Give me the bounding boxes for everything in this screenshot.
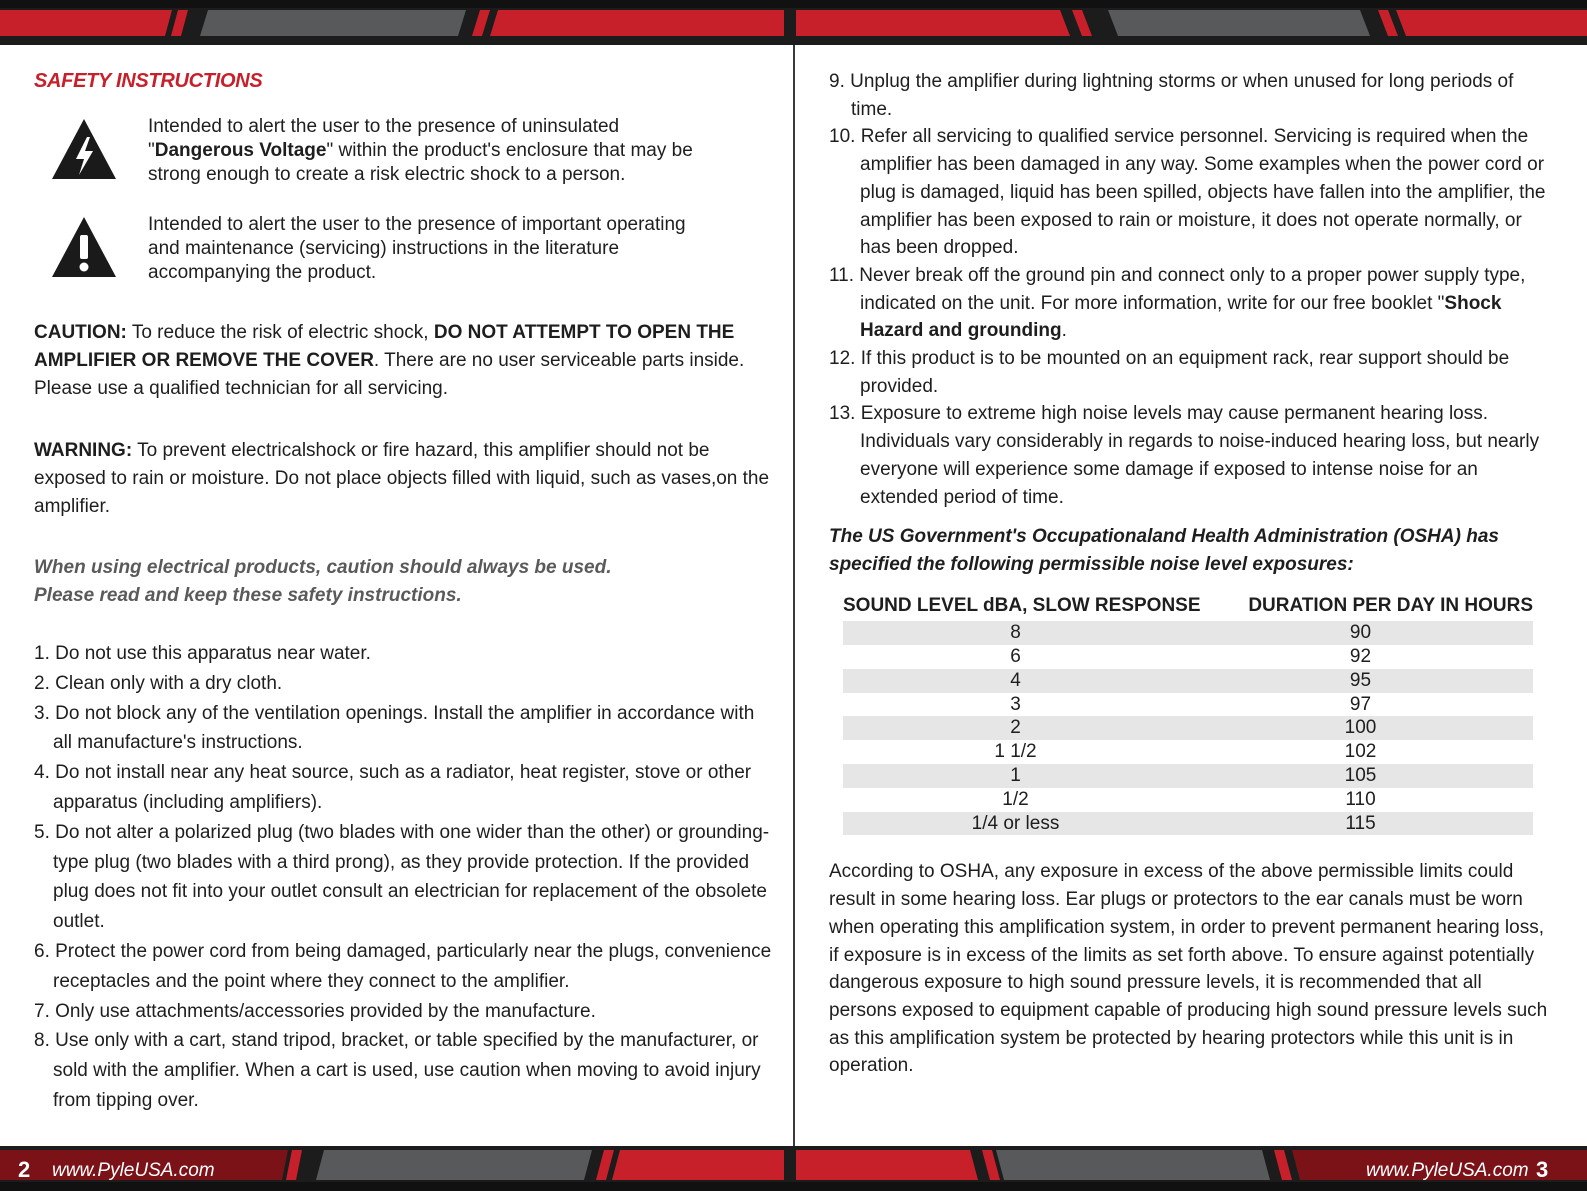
footer-band-graphic [0, 1146, 1587, 1191]
list-item: 2. Clean only with a dry cloth. [34, 672, 283, 694]
section-title: SAFETY INSTRUCTIONS [34, 70, 263, 92]
table-row: 1/4 or less 115 [843, 812, 1533, 836]
list-item: 7. Only use attachments/accessories provided by the manufacture. [34, 1000, 596, 1022]
left-footer-url[interactable]: www.PyleUSA.com [52, 1160, 215, 1181]
list-item: 13. Exposure to extreme high noise levels may cause permanent hearing loss. Individuals vary considerably in regards to noise-induced hearing loss, but nearly everyone will experience some damage if exposed to intense noise for an extended period of time. [829, 403, 1540, 508]
page-divider [793, 45, 795, 1146]
exclamation-warning-icon [49, 213, 119, 283]
right-footer-url[interactable]: www.PyleUSA.com [1366, 1160, 1529, 1181]
left-page-number: 2 [18, 1157, 31, 1182]
caution-label: CAUTION: [34, 322, 127, 343]
list-item: 12. If this product is to be mounted on an equipment rack, rear support should be provided. [829, 348, 1510, 397]
warning-paragraph: WARNING: To prevent electricalshock or fire hazard, this amplifier should not be exposed to rain or moisture. Do not place objects filled with liquid, such as vases,on the amplifier. [34, 440, 770, 517]
table-row: 8 90 [843, 621, 1533, 645]
osha-paragraph: According to OSHA, any exposure in excess of the above permissible limits could result in some hearing loss. Ear plugs or protectors to the ear canals must be worn when operating this amplification system, in order to prevent permanent hearing loss, if exposure is in excess of the limits as set forth above. To ensure against potentially dangerous exposure to high sound pressure levels, it is recommended that all persons exposed to equipment capable of producing high sound pressure levels such as this amplification system be protected by hearing protectors while this unit is in operation. [829, 861, 1548, 1077]
lightning-warning-icon [49, 115, 119, 185]
right-page-number: 3 [1536, 1157, 1549, 1182]
caution-paragraph: CAUTION: To reduce the risk of electric shock, DO NOT ATTEMPT TO OPEN THE AMPLIFIER OR REMOVE THE COVER. There are no user serviceable parts inside. Please use a qualified technician for all servicing. [34, 322, 745, 399]
header-band [0, 0, 1587, 45]
table-row: 3 97 [1010, 693, 1372, 715]
warning-label: WARNING: [34, 440, 133, 461]
table-row: 6 92 [1010, 645, 1372, 667]
column-header-sound-level: SOUND LEVEL dBA, SLOW RESPONSE [843, 595, 1201, 617]
list-item: 9. Unplug the amplifier during lightning storms or when unused for long periods of time. [829, 71, 1514, 120]
right-page [829, 60, 1554, 1080]
header-band-graphic [0, 0, 1587, 45]
table-header [843, 591, 1533, 621]
table-row: 1 105 [843, 764, 1533, 788]
list-item: 3. Do not block any of the ventilation openings. Install the amplifier in accordance with all manufacture's instructions. [34, 702, 755, 754]
maintenance-alert [34, 213, 774, 285]
table-row: 4 95 [843, 669, 1533, 693]
list-item: 6. Protect the power cord from being damaged, particularly near the plugs, convenience receptacles and the point where they connect to the amplifier. [34, 940, 772, 992]
maintenance-text: Intended to alert the user to the presence of important operating and maintenance (servicing) instructions in the literature accompanying the product. [148, 214, 686, 283]
safety-note: When using electrical products, caution should always be used. Please read and keep these safety instructions. [34, 557, 612, 606]
list-item: 10. Refer all servicing to qualified service personnel. Servicing is required when the amplifier has been damaged in any way. Some examples when the power cord or plug is damaged, liquid has been spilled, objects have fallen into the amplifier, the amplifier has been exposed to rain or moisture, it does not operate normally, or has been dropped. [829, 126, 1546, 259]
footer-band [0, 1146, 1587, 1191]
noise-exposure-table [843, 591, 1533, 835]
table-row: 2 100 [843, 716, 1533, 740]
osha-intro: The US Government's Occupationaland Health Administration (OSHA) has specified the following permissible noise level exposures: [829, 526, 1499, 576]
safety-rules-list [34, 639, 774, 1116]
safety-rules-list-continued [829, 68, 1554, 511]
dangerous-voltage-text: Intended to alert the user to the presence of uninsulated "Dangerous Voltage" within the product's enclosure that may be strong enough to create a risk electric shock to a person. [148, 116, 693, 185]
left-page [34, 60, 774, 1116]
list-item: 11. Never break off the ground pin and connect only to a proper power supply type, indicated on the unit. For more information, write for our free booklet "Shock Hazard and grounding. [829, 264, 1526, 342]
list-item: 5. Do not alter a polarized plug (two blades with one wider than the other) or grounding-type plug (two blades with a third prong), as they provide protection. If the provided plug does not fit into your outlet consult an electrician for replacement of the obsolete outlet. [34, 821, 770, 933]
dangerous-voltage-label: Dangerous Voltage [154, 140, 327, 161]
list-item: 4. Do not install near any heat source, such as a radiator, heat register, stove or other apparatus (including amplifiers). [34, 762, 752, 813]
list-item: 1. Do not use this apparatus near water. [34, 643, 371, 664]
table-row: 1/2 110 [1002, 788, 1376, 810]
dangerous-voltage-alert [34, 115, 774, 187]
list-item: 8. Use only with a cart, stand tripod, bracket, or table specified by the manufacturer, or sold with the amplifier. When a cart is used, use caution when moving to avoid injury from tipping over. [34, 1030, 761, 1111]
table-row: 1 1/2 102 [994, 741, 1377, 763]
column-header-duration: DURATION PER DAY IN HOURS [1248, 595, 1533, 617]
